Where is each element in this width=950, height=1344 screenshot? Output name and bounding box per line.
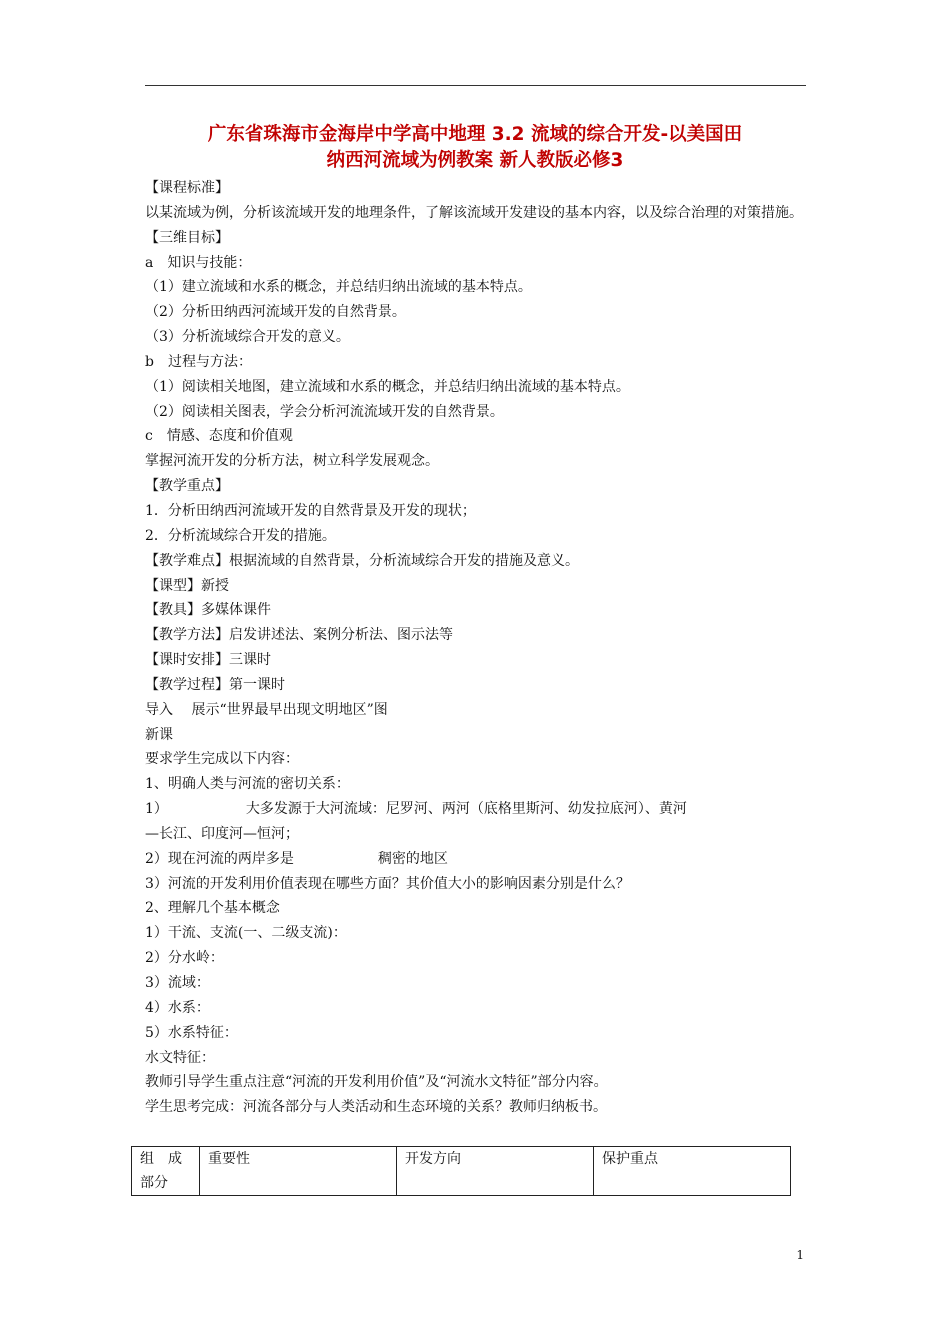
paragraph: 【教学方法】启发讲述法、案例分析法、图示法等 [145, 627, 453, 644]
section-heading: 【三维目标】 [145, 229, 229, 246]
list-item: 1）干流、支流(一、二级支流)： [145, 925, 347, 942]
item-text: 2）现在河流的两岸多是 [145, 850, 294, 867]
paragraph: 要求学生完成以下内容： [145, 751, 299, 768]
list-item: （2）分析田纳西河流域开发的自然背景。 [145, 304, 406, 321]
paragraph: 教师引导学生重点注意“河流的开发利用价值”及“河流水文特征”部分内容。 [145, 1074, 608, 1091]
subheading: a 知识与技能： [145, 254, 252, 271]
paragraph: 【教学难点】根据流域的自然背景，分析流域综合开发的措施及意义。 [145, 552, 579, 569]
paragraph: 以某流域为例，分析该流域开发的地理条件，了解该流域开发建设的基本内容，以及综合治理的对策措施。 [145, 204, 803, 221]
paragraph: 水文特征： [145, 1049, 215, 1066]
item-number: 1） [145, 801, 168, 818]
table-header-cell: 保护重点 [594, 1147, 791, 1196]
paragraph: 导入 展示“世界最早出现文明地区”图 [145, 701, 388, 718]
document-body [145, 176, 810, 1120]
list-item: （2）阅读相关图表，学会分析河流流域开发的自然背景。 [145, 403, 504, 420]
list-item: 3）河流的开发利用价值表现在哪些方面？其价值大小的影响因素分别是什么？ [145, 875, 630, 892]
title-line-2: 纳西河流域为例教案 新人教版必修3 [326, 150, 624, 171]
list-item [145, 847, 810, 872]
table-header-cell: 开发方向 [397, 1147, 594, 1196]
paragraph: 掌握河流开发的分析方法，树立科学发展观念。 [145, 453, 439, 470]
section-heading: 【教学重点】 [145, 478, 229, 495]
page-number: 1 [796, 1248, 804, 1262]
list-item: （1）建立流域和水系的概念，并总结归纳出流域的基本特点。 [145, 279, 532, 296]
subheading: b 过程与方法： [145, 353, 252, 370]
paragraph: 【教具】多媒体课件 [145, 602, 271, 619]
list-item: 5）水系特征： [145, 1024, 238, 1041]
list-item: （3）分析流域综合开发的意义。 [145, 329, 350, 346]
paragraph: —长江、印度河—恒河； [145, 825, 299, 842]
table-header-cell: 组 成部分 [132, 1147, 200, 1196]
list-item: 3）流域： [145, 975, 210, 991]
table-header-row [132, 1147, 791, 1196]
paragraph: 【课型】新授 [145, 577, 229, 594]
list-item: 4）水系： [145, 999, 210, 1016]
document-title [130, 122, 820, 174]
paragraph: 新课 [145, 726, 173, 743]
list-item: 2、理解几个基本概念 [145, 900, 280, 917]
item-text: 大多发源于大河流域：尼罗河、两河（底格里斯河、幼发拉底河）、黄河 [245, 801, 687, 818]
table-header-cell: 重要性 [200, 1147, 397, 1196]
list-item [145, 797, 810, 822]
list-item: 1、明确人类与河流的密切关系： [145, 776, 350, 793]
river-parts-table [131, 1146, 791, 1196]
header-rule [145, 85, 806, 86]
list-item: （1）阅读相关地图，建立流域和水系的概念，并总结归纳出流域的基本特点。 [145, 378, 630, 395]
list-item: 1．分析田纳西河流域开发的自然背景及开发的现状； [145, 502, 476, 519]
paragraph: 【课时安排】三课时 [145, 652, 271, 669]
list-item: 2）分水岭： [145, 950, 224, 967]
item-text: 稠密的地区 [377, 850, 448, 867]
paragraph: 学生思考完成：河流各部分与人类活动和生态环境的关系？教师归纳板书。 [145, 1099, 607, 1116]
subheading: c 情感、态度和价值观 [145, 428, 293, 445]
paragraph: 【教学过程】第一课时 [145, 676, 285, 693]
section-heading: 【课程标准】 [145, 180, 229, 196]
title-line-1: 广东省珠海市金海岸中学高中地理 3.2 流域的综合开发-以美国田 [207, 124, 743, 145]
list-item: 2．分析流域综合开发的措施。 [145, 527, 336, 544]
